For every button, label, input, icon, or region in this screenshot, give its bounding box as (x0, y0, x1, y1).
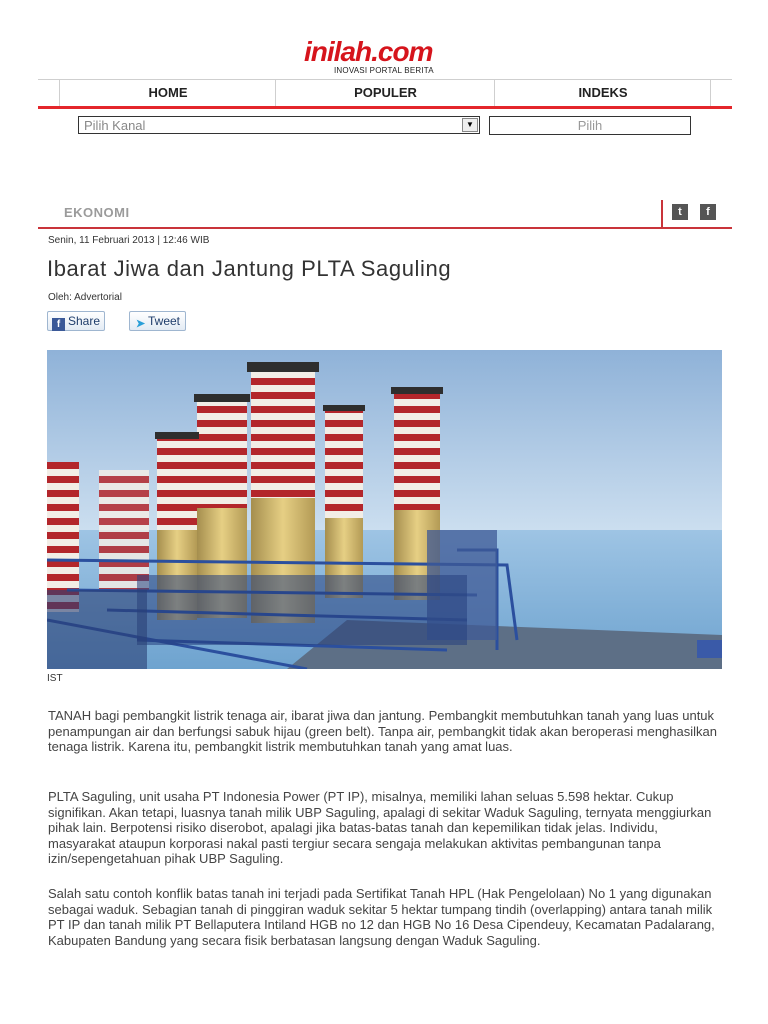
choose-channel-button[interactable]: Pilih (489, 116, 691, 135)
main-nav (38, 79, 732, 109)
twitter-bird-icon: ➤ (135, 318, 146, 330)
article-dateline: Senin, 11 Februari 2013 | 12:46 WIB (48, 235, 210, 246)
share-label: Share (68, 314, 101, 328)
article-byline: Oleh: Advertorial (48, 292, 122, 303)
photo-caption: IST (47, 673, 63, 684)
logo-text: inilah.com (304, 36, 433, 67)
section-header (38, 200, 732, 229)
facebook-share-button[interactable] (47, 311, 105, 331)
tweet-button[interactable] (129, 311, 186, 331)
article-paragraph: TANAH bagi pembangkit listrik tenaga air, ibarat jiwa dan jantung. Pembangkit membutuhkan tanah yang luas untuk penampungan air dan berfungsi sabuk hijau (green belt). Tanpa air, pembangkit tidak akan beroperasi menghasilkan tenaga listrik. Karena itu, pembangkit listrik membutuhkan tanah yang amat luas. (48, 708, 717, 754)
facebook-icon[interactable]: f (700, 204, 716, 220)
channel-select[interactable] (78, 116, 480, 134)
nav-populer[interactable]: POPULER (275, 80, 495, 106)
logo-tagline: INOVASI PORTAL BERITA (334, 66, 434, 75)
nav-home[interactable]: HOME (59, 80, 276, 106)
nav-indeks[interactable]: INDEKS (494, 80, 711, 106)
facebook-icon: f (52, 318, 65, 331)
article-paragraph: Salah satu contoh konflik batas tanah ini terjadi pada Sertifikat Tanah HPL (Hak Pengelolaan) No 1 yang digunakan sebagai waduk. Sebagian tanah di pinggiran waduk sekitar 5 hektar tumpang tindih (overlapping) antara tanah milik PT IP dan tanah milik PT Bellaputera Intiland HGB no 12 dan HGB No 16 Desa Cipendeuy, Kecamatan Padalarang, Kabupaten Bandung yang secara fisik berbatasan langsung dengan Waduk Saguling. (48, 886, 715, 948)
dropdown-arrow-icon[interactable]: ▼ (462, 118, 478, 132)
nav-divider (710, 80, 711, 106)
article-title: Ibarat Jiwa dan Jantung PLTA Saguling (47, 256, 452, 281)
section-label[interactable]: EKONOMI (64, 205, 130, 220)
article-paragraph: PLTA Saguling, unit usaha PT Indonesia Power (PT IP), misalnya, memiliki lahan seluas 5.598 hektar. Cukup signifikan. Akan tetapi, luasnya tanah milik UBP Saguling, apalagi di sekitar Waduk Saguling, ternyata menggiurkan pihak lain. Berpotensi risiko diserobot, apalagi jika batas-batas tanah dan kepemilikan tidak jelas. Individu, masyarakat ataupun korporasi nakal pasti tergiur secara sengaja melakukan aktivitas pembangunan tanpa izin/sepengetahuan pihak UBP Saguling. (48, 789, 712, 866)
site-logo[interactable] (304, 36, 474, 78)
article-photo (47, 350, 722, 669)
channel-select-value: Pilih Kanal (84, 118, 146, 133)
tweet-label: Tweet (148, 314, 181, 328)
section-divider (661, 200, 663, 227)
twitter-icon[interactable]: t (672, 204, 688, 220)
